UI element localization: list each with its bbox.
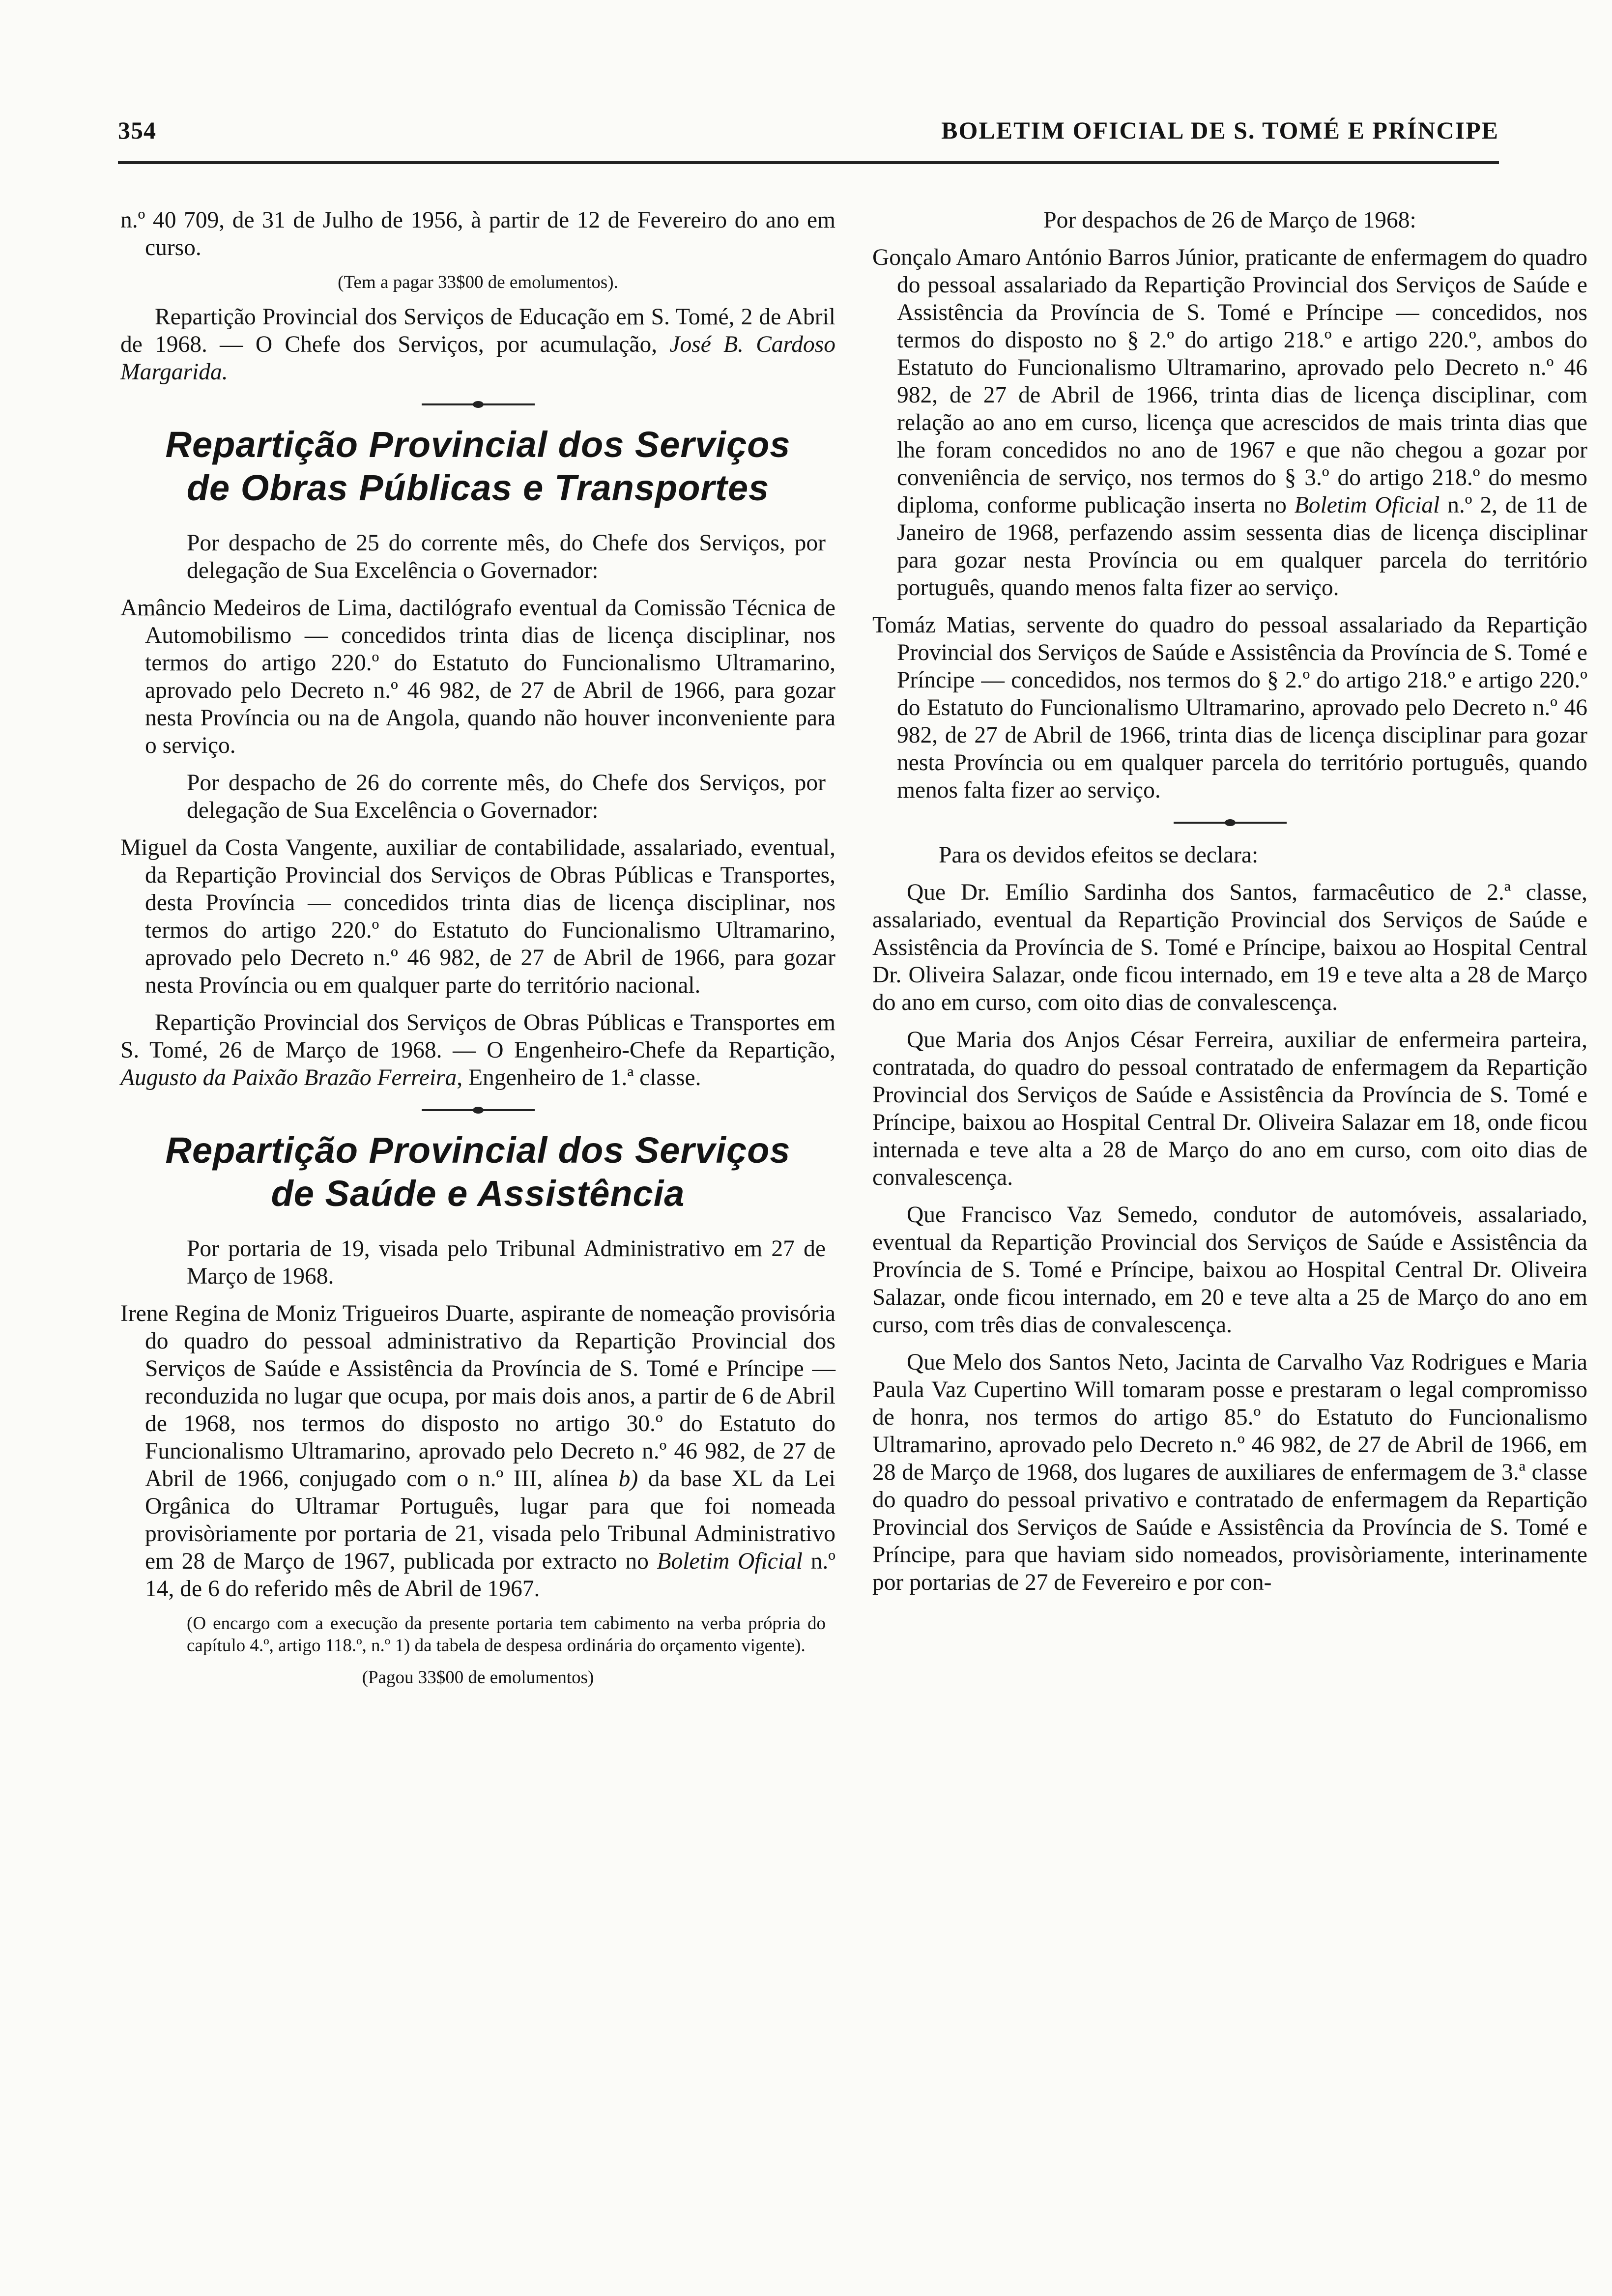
section-heading-obras-publicas xyxy=(120,423,835,510)
running-title: BOLETIM OFICIAL DE S. TOMÉ E PRÍNCIPE xyxy=(941,116,1499,144)
page-number: 354 xyxy=(118,116,156,144)
text-run: n.º 14, de 6 do referido mês de Abril de 1967. xyxy=(145,1549,835,1602)
text-run: Irene Regina de Moniz Trigueiros Duarte, aspirante de nomeação provisória do quadro do pessoal administrativo da Repartição Provincial dos Serviços de Saúde e Assistência da Província de S. Tomé e Príncipe — reconduzida no lugar que ocupa, por mais dois anos, a partir de 6 de Abril de 1968, nos termos do disposto no artigo 30.º do Estatuto do Funcionalismo Ultramarino, aprovado pelo Decreto n.º 46 982, de 27 de Abril de 1966, conjugado com o n.º III, alínea xyxy=(120,1301,835,1492)
dispatch-intro: Por despacho de 26 do corrente mês, do Chefe dos Serviços, por delegação de Sua Excelência o Governador: xyxy=(187,770,826,823)
text-run: n.º 2, de 11 de Janeiro de 1968, perfazendo assim sessenta dias de licença disciplinar para gozar nesta Província ou em qualquer parcela do território português, quando menos falta fizer ao serviço. xyxy=(897,492,1588,601)
paragraph: Que Dr. Emílio Sardinha dos Santos, farmacêutico de 2.ª classe, assalariado, eventual da Repartição Provincial dos Serviços de Saúde e Assistência da Província de S. Tomé e Príncipe, baixou ao Hospital Central Dr. Oliveira Salazar, onde ficou internado, em 19 e teve alta a 28 de Março do ano em curso, com oito dias de convalescença. xyxy=(872,880,1587,1015)
dispatch-intro: Por despachos de 26 de Março de 1968: xyxy=(1043,207,1416,233)
header-rule xyxy=(118,161,1499,164)
fee-note: (Pagou 33$00 de emolumentos) xyxy=(362,1667,594,1688)
paragraph: Tomáz Matias, servente do quadro do pessoal assalariado da Repartição Provincial dos Serviços de Saúde e Assistência da Província de S. Tomé e Príncipe — concedidos, nos termos do § 2.º do artigo 218.º e artigo 220.º do Estatuto do Funcionalismo Ultramarino, aprovado pelo Decreto n.º 46 982, de 27 de Abril de 1966, trinta dias de licença disciplinar para gozar nesta Província ou em qualquer parcela do território português, quando menos falta fizer ao serviço. xyxy=(872,612,1587,803)
text-run: Gonçalo Amaro António Barros Júnior, praticante de enfermagem do quadro do pessoal assalariado da Repartição Provincial dos Serviços de Saúde e Assistência da Província de S. Tomé e Príncipe — concedidos, nos termos do disposto no § 2.º do artigo 218.º e artigo 220.º, ambos do Estatuto do Funcionalismo Ultramarino, aprovado pelo Decreto n.º 46 982, de 27 de Abril de 1966, trinta dias de licença disciplinar, com relação ao ano em curso, licença que acrescidos de mais trinta dias que lhe foram concedidos no ano de 1967 e que não chegou a gozar por conveniência de serviço, nos termos do § 3.º do artigo 218.º do mesmo diploma, conforme publicação inserta no xyxy=(872,245,1587,518)
left-column xyxy=(120,206,835,1698)
signature-block xyxy=(120,1009,835,1091)
separator xyxy=(422,1109,535,1111)
paragraph xyxy=(120,1300,835,1603)
text-run: b) xyxy=(618,1466,638,1492)
separator xyxy=(422,403,535,405)
text-run: Boletim Oficial xyxy=(1294,492,1440,518)
budget-note: (O encargo com a execução da presente portaria tem cabimento na verba própria do capítulo 4.º, artigo 118.º, n.º 1) da tabela de despesa ordinária do orçamento vigente). xyxy=(187,1613,826,1656)
fee-note: (Tem a pagar 33$00 de emolumentos). xyxy=(338,272,618,292)
signature-title: , Engenheiro de 1.ª classe. xyxy=(457,1065,701,1091)
paragraph xyxy=(872,244,1587,602)
text-run: da base XL da Lei Orgânica do Ultramar Português, lugar para que foi nomeada provisòriamente por portaria de 21, visada pelo Tribunal Administrativo em 28 de Março de 1967, publicada por extracto no xyxy=(145,1466,835,1574)
dispatch-intro: Por despacho de 25 do corrente mês, do Chefe dos Serviços, por delegação de Sua Excelência o Governador: xyxy=(187,530,826,583)
paragraph: Amâncio Medeiros de Lima, dactilógrafo eventual da Comissão Técnica de Automobilismo — concedidos trinta dias de licença disciplinar, nos termos do artigo 220.º do Estatuto do Funcionalismo Ultramarino, aprovado pelo Decreto n.º 46 982, de 27 de Abril de 1966, para gozar nesta Província ou na de Angola, quando não houver inconveniente para o serviço. xyxy=(120,595,835,758)
page-header xyxy=(118,112,1499,151)
declaration-intro: Para os devidos efeitos se declara: xyxy=(939,842,1259,868)
text-run: Boletim Oficial xyxy=(657,1549,803,1574)
signature-text: Repartição Provincial dos Serviços de Educação em S. Tomé, 2 de Abril de 1968. — O Chefe dos Serviços, por acumulação, xyxy=(120,304,835,357)
heading-line: Repartição Provincial dos Serviços xyxy=(165,1130,791,1171)
heading-line: Repartição Provincial dos Serviços xyxy=(165,424,791,465)
separator xyxy=(1174,822,1287,824)
paragraph: Miguel da Costa Vangente, auxiliar de contabilidade, assalariado, eventual, da Repartição Provincial dos Serviços de Obras Públicas e Transportes, desta Província — concedidos trinta dias de licença disciplinar, nos termos do artigo 220.º do Estatuto do Funcionalismo Ultramarino, aprovado pelo Decreto n.º 46 982, de 27 de Abril de 1966, para gozar nesta Província ou em qualquer parte do território nacional. xyxy=(120,835,835,998)
portaria-intro: Por portaria de 19, visada pelo Tribunal Administrativo em 27 de Março de 1968. xyxy=(187,1236,826,1289)
heading-line: de Saúde e Assistência xyxy=(271,1173,685,1214)
signature-name: José B. Cardoso Margarida. xyxy=(120,332,835,385)
signature-text: Repartição Provincial dos Serviços de Obras Públicas e Transportes em S. Tomé, 26 de Março de 1968. — O Engenheiro-Chefe da Repartição, xyxy=(120,1010,835,1063)
signature-name: Augusto da Paixão Brazão Ferreira xyxy=(120,1065,457,1091)
right-column xyxy=(872,206,1587,1606)
signature-block xyxy=(120,303,835,386)
paragraph: Que Francisco Vaz Semedo, condutor de automóveis, assalariado, eventual da Repartição Provincial dos Serviços de Saúde e Assistência da Província de S. Tomé e Príncipe, baixou ao Hospital Central Dr. Oliveira Salazar, onde ficou internado, em 20 e teve alta a 25 de Março do ano em curso, com três dias de convalescença. xyxy=(872,1202,1587,1338)
paragraph: Que Melo dos Santos Neto, Jacinta de Carvalho Vaz Rodrigues e Maria Paula Vaz Cupertino Will tomaram posse e prestaram o legal compromisso de honra, nos termos do artigo 85.º do Estatuto do Funcionalismo Ultramarino, aprovado pelo Decreto n.º 46 982, de 27 de Abril de 1966, em 28 de Março de 1968, dos lugares de auxiliares de enfermagem de 3.ª classe do quadro do pessoal privativo e contratado de enfermagem da Repartição Provincial dos Serviços de Saúde e Assistência da Província de S. Tomé e Príncipe, para que haviam sido nomeados, provisòriamente, interinamente por portarias de 27 de Fevereiro e por con- xyxy=(872,1349,1587,1595)
paragraph: Que Maria dos Anjos César Ferreira, auxiliar de enfermeira parteira, contratada, do quadro do pessoal contratado de enfermagem da Repartição Provincial dos Serviços de Saúde e Assistência da Província de S. Tomé e Príncipe, baixou ao Hospital Central Dr. Oliveira Salazar em 18, onde ficou internada e teve alta a 28 de Março do ano em curso, com oito dias de convalescença. xyxy=(872,1027,1587,1190)
paragraph: n.º 40 709, de 31 de Julho de 1956, à partir de 12 de Fevereiro do ano em curso. xyxy=(120,207,835,260)
section-heading-saude xyxy=(120,1129,835,1215)
heading-line: de Obras Públicas e Transportes xyxy=(186,467,770,508)
